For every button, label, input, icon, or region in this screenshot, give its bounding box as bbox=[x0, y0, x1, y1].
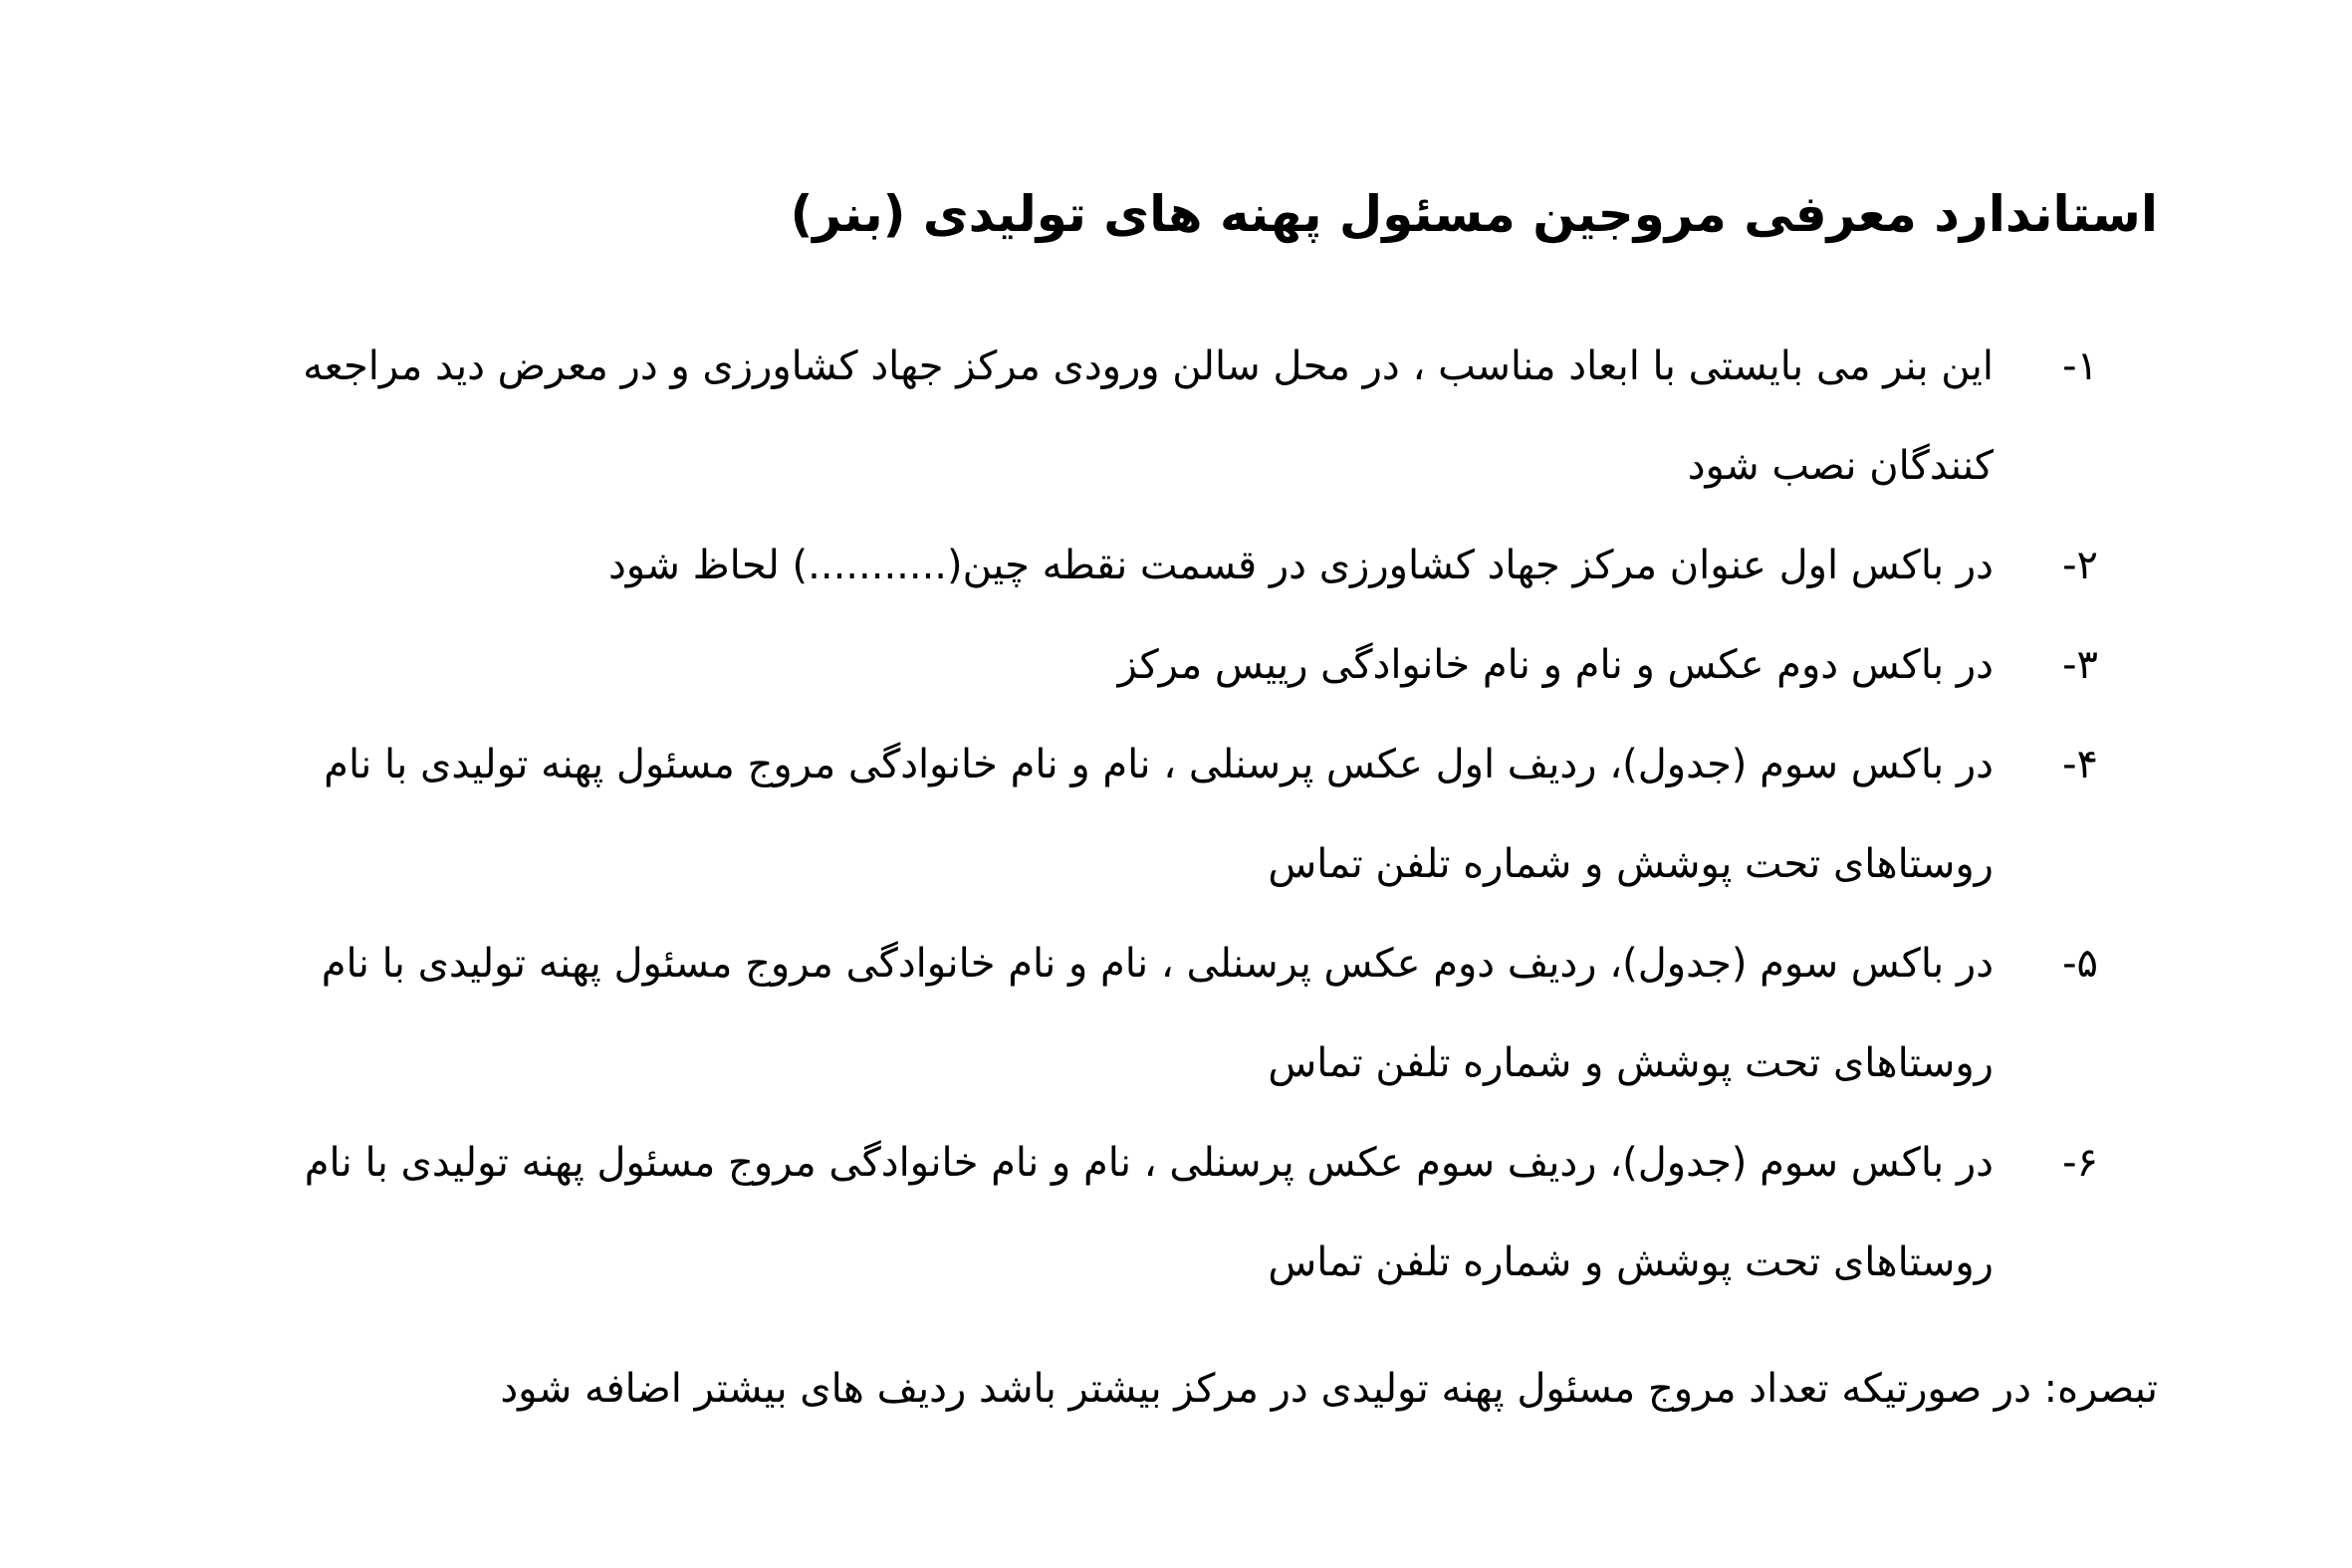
list-item-number: ۶- bbox=[2062, 1140, 2098, 1186]
list-item-text: در باکس سوم (جدول)، ردیف اول عکس پرسنلی ، نام و نام خانوادگی مروج مسئول پهنه تولیدی با نام روستاهای تحت پوشش و شماره تلفن تماس bbox=[324, 742, 1994, 887]
list-item-1 bbox=[256, 317, 2098, 516]
list-item-5 bbox=[256, 914, 2098, 1113]
note-paragraph: تبصره: در صورتیکه تعداد مروج مسئول پهنه تولیدی در مرکز بیشتر باشد ردیف های بیشتر اضافه شود bbox=[500, 1366, 2158, 1412]
list-item-text: در باکس اول عنوان مرکز جهاد کشاورزی در قسمت نقطه چین(...........) لحاظ شود bbox=[607, 543, 1994, 588]
requirements-list bbox=[256, 317, 2098, 1312]
list-item-text: در باکس دوم عکس و نام و نام خانوادگی رییس مرکز bbox=[1117, 642, 1994, 688]
list-item-4 bbox=[256, 715, 2098, 914]
list-item-3 bbox=[256, 615, 2098, 715]
list-item-6 bbox=[256, 1113, 2098, 1312]
list-item-2 bbox=[256, 516, 2098, 615]
document-title: استاندارد معرفی مروجین مسئول پهنه های تولیدی (بنر) bbox=[790, 185, 2158, 243]
list-item-text: در باکس سوم (جدول)، ردیف دوم عکس پرسنلی ، نام و نام خانوادگی مروج مسئول پهنه تولیدی با نام روستاهای تحت پوشش و شماره تلفن تماس bbox=[321, 941, 1994, 1086]
list-item-number: ۱- bbox=[2062, 343, 2098, 389]
list-item-number: ۲- bbox=[2062, 543, 2098, 588]
list-item-number: ۴- bbox=[2062, 742, 2098, 787]
list-item-number: ۵- bbox=[2062, 941, 2098, 987]
list-item-text: این بنر می بایستی با ابعاد مناسب ، در محل سالن ورودی مرکز جهاد کشاورزی و در معرض دید مراجعه کنندگان نصب شود bbox=[303, 343, 1994, 489]
list-item-number: ۳- bbox=[2062, 642, 2098, 688]
list-item-text: در باکس سوم (جدول)، ردیف سوم عکس پرسنلی ، نام و نام خانوادگی مروج مسئول پهنه تولیدی با نام روستاهای تحت پوشش و شماره تلفن تماس bbox=[304, 1140, 1994, 1285]
